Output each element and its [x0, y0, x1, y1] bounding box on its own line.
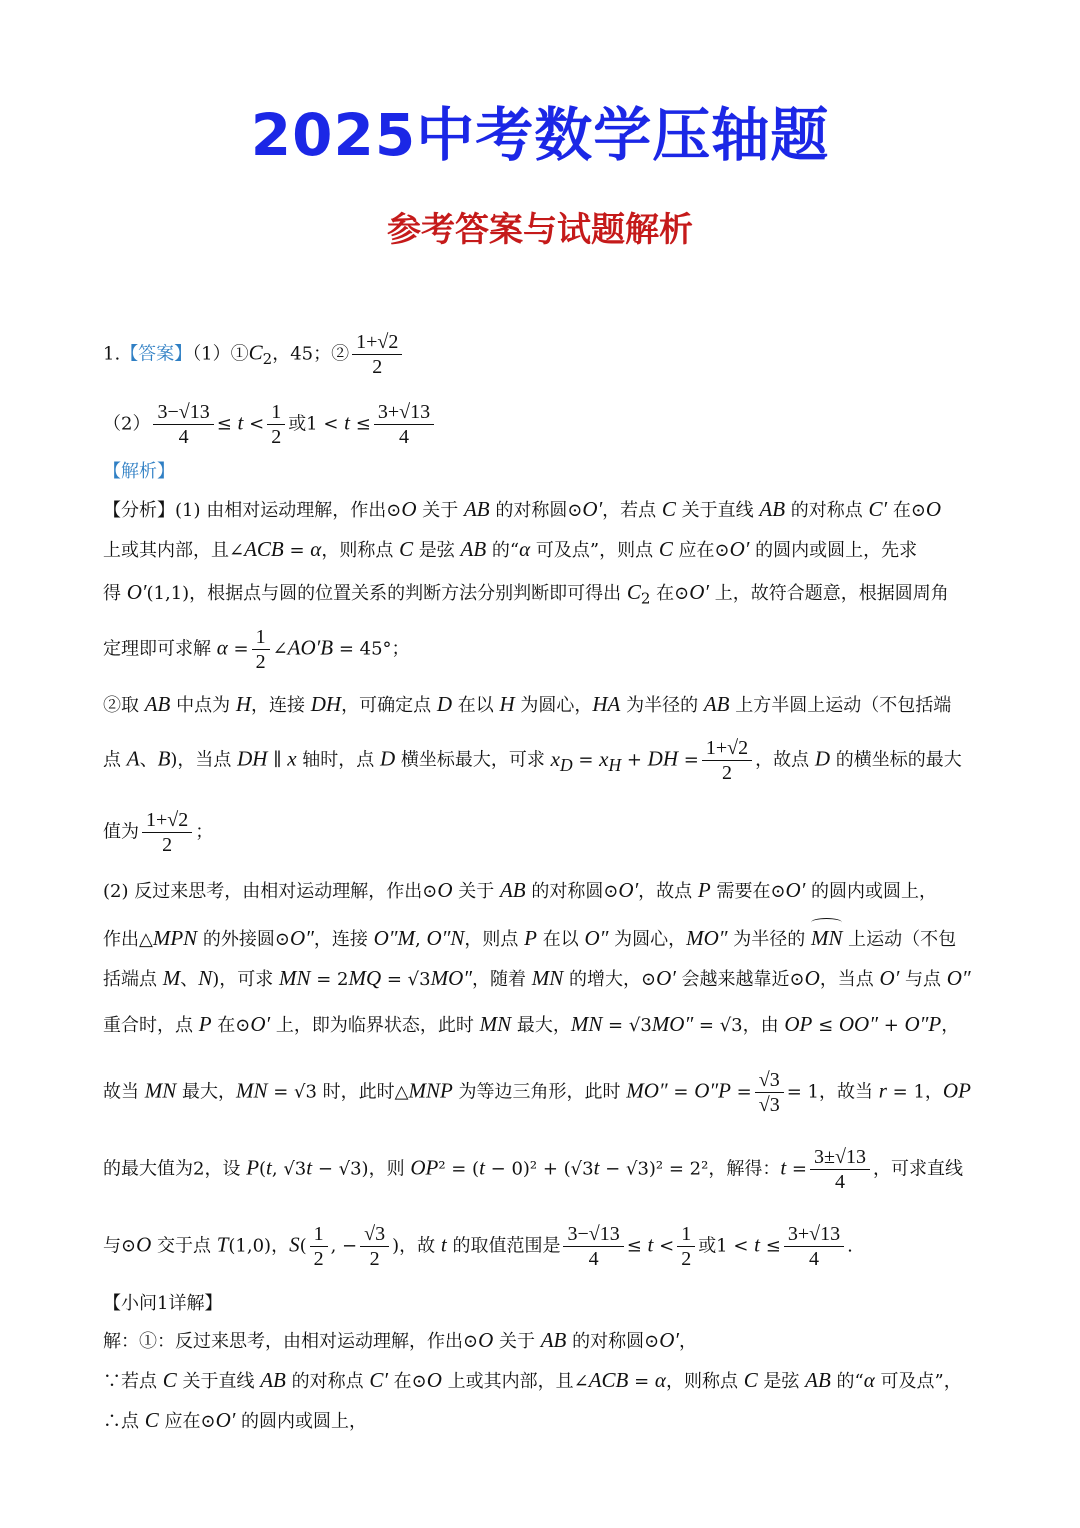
page-title: 2025中考数学压轴题 — [250, 101, 830, 169]
answer-label: 【答案】 — [120, 343, 193, 365]
answer-line-2: （2） $\frac{3-√13}{4}$ ≤ t < $\frac{1}{2}$ 或1 < t ≤ $\frac{3+√13}{4}$ — [103, 400, 983, 449]
answer-line-1: 1.【答案】$(1)①C_2$，45；② $\frac{1+√2}{2}$ — [103, 330, 983, 379]
document-page: 2025中考数学压轴题 参考答案与试题解析 1.【答案】$(1)①C_2$，45；② $\frac{1+√2}{2}$ （2） $\frac{3-√13}{4}$ ≤ t < $\frac{1}{2}$ 或1 < t ≤ $\frac{3+√13}{4}$ 【解析】 【分析】(1) 由相对运动理解，作出⊙O 关于 AB 的对称圆⊙O′，若点 C 关于直线 AB 的对称点 C′ 在⊙O 上或其内部，且∠ACB = α，则称点 C 是弦 AB 的“α 可及点”，则点 C 应在⊙O′ 的圆内或圆上，先求 得 O′(1,1)，根据点与圆的位置关系的判断方法分别判断即可得出 $C_2$ 在⊙O′ 上，故符合题意，根据圆周角 定理即可求解 α = $\frac{1}{2}$ ∠AO′B = 45°； ②取 AB 中点为 H，连接 DH，可确定点 D 在以 H 为圆心，HA 为半径的 AB 上方半圆上运动（不包括端 点 A、B)，当点 DH ∥ x 轴时，点 D 横坐标最大，可求 $x_D = x_H$ + DH = $\frac{1+√2}{2}$ ，故点 D 的横坐标的最大 值为 $\frac{1+√2}{2}$ ； (2) 反过来思考，由相对运动理解，作出⊙O 关于 AB 的对称圆⊙O′，故点 P 需要在⊙O′ 的圆内或圆上， 作出△MPN 的外接圆⊙O″，连接 O″M, O″N，则点 P 在以 O″ 为圆心，MO″ 为半径的 MN 上运动（不包 括端点 M、N)，可求 MN = 2MQ = √3MO″，随着 MN 的增大，⊙O′ 会越来越靠近⊙O，当点 O′ 与点 O″ 重合时，点 P 在⊙O′ 上，即为临界状态，此时 MN 最大，MN = √3MO″ = √3，由 OP ≤ OO″ + O″P， 故当 MN 最大，MN = √3 时，此时△MNP 为等边三角形，此时 MO″ = O″P = $\frac{√3}{√3}$ = 1，故当 r = 1，OP 的最大值为2，设 P(t, √3t − √3)，则 OP² = (t − 0)² + (√3t − √3)² = 2²，解得：t = $\frac{3\pm√13}{4}$ ，可求直线 与⊙O 交于点 T(1,0)，S( $\frac{1}{2}$ , − $\frac{√3}{2}$ )，故 t 的取值范围是 $\frac{3-√13}{4}$ ≤ t < $\frac{1}{2}$ 或1 < t ≤ $\frac{3+√13}{4}$ . 【小问1详解】 解：①：反过来思考，由相对运动理解，作出⊙O 关于 AB 的对称圆⊙O′， ∵若点 C 关于直线 AB 的对称点 C′ 在⊙O 上或其内部，且∠ACB = α，则称点 C 是弦 AB 的“α 可及点”， ∴点 C 应在⊙O′ 的圆内或圆上， — [0, 0, 1080, 1528]
analysis-label: 【解析】 — [103, 461, 175, 482]
page-subtitle: 参考答案与试题解析 — [387, 210, 693, 250]
detail-label: 【小问1详解】 — [103, 1293, 223, 1314]
